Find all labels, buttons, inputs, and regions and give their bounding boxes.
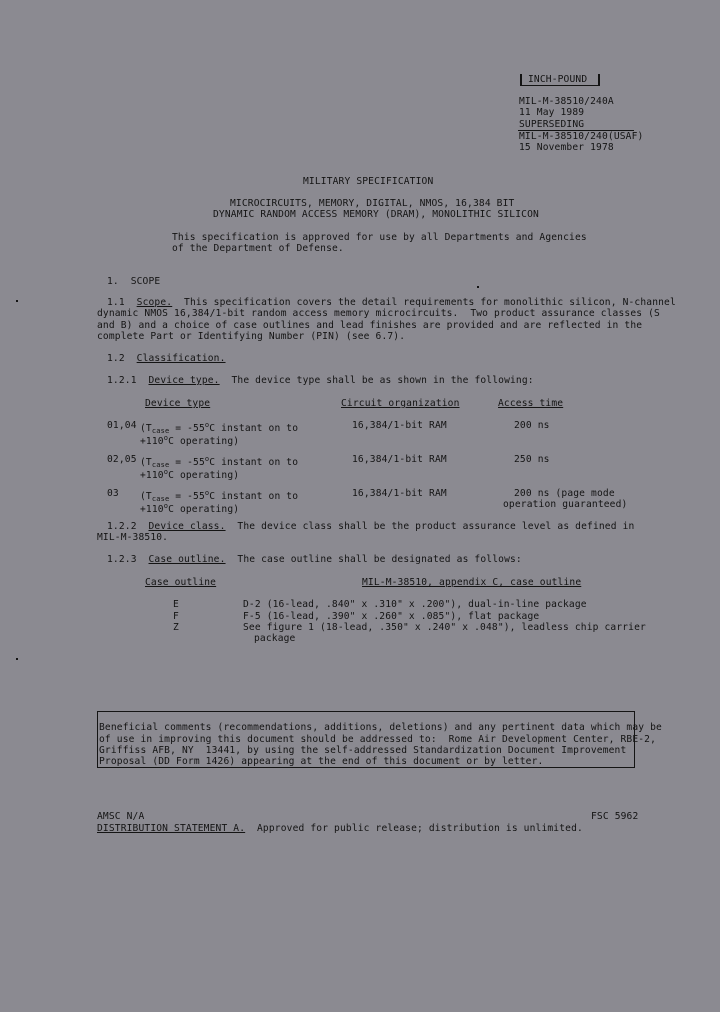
distribution-statement: DISTRIBUTION STATEMENT A. Approved for public release; distribution is unlimited.	[97, 823, 583, 834]
spec-date: 11 May 1989	[519, 107, 585, 118]
superseded-date: 15 November 1978	[519, 142, 614, 153]
comments-line-4: Proposal (DD Form 1426) appearing at the end of this document or by letter.	[99, 756, 544, 767]
scope-paragraph-line-2: dynamic NMOS 16,384/1-bit random access memory microcircuits. Two product assurance classes (S	[97, 308, 660, 319]
scan-speck	[16, 300, 18, 302]
case-outline-paragraph: 1.2.3 Case outline. The case outline shall be designated as follows:	[107, 554, 522, 565]
operating-cell: $+110^oC$ operating)	[140, 502, 240, 515]
device-type-cell: 02,05	[107, 454, 137, 465]
organization-cell: 16,384/1-bit RAM	[352, 454, 447, 465]
comments-line-1: Beneficial comments (recommendations, additions, deletions) and any pertinent data which may be	[99, 722, 662, 733]
table-row	[107, 488, 119, 499]
case-description-cell: See figure 1 (18-lead, .350" x .240" x .048"), leadless chip carrier	[243, 622, 646, 633]
device-class-line-2: MIL-M-38510.	[97, 532, 169, 543]
document-heading: MILITARY SPECIFICATION	[303, 176, 434, 187]
amsc-label: AMSC N/A	[97, 811, 145, 822]
fsc-label: FSC 5962	[591, 811, 639, 822]
superseded-number: MIL-M-38510/240(USAF)	[519, 131, 644, 142]
organization-cell: 16,384/1-bit RAM	[352, 420, 447, 431]
temperature-cell: ($T_{case} = -55^oC$ instant on to	[140, 421, 299, 435]
scope-paragraph-line-4: complete Part or Identifying Number (PIN) (see 6.7).	[97, 331, 406, 342]
comments-box-bottom	[97, 767, 634, 768]
header-circuit-organization: Circuit organization	[341, 398, 460, 409]
case-code-cell: E	[173, 599, 179, 610]
scope-paragraph-line-1	[107, 297, 676, 308]
temperature-cell: ($T_{case} = -55^oC$ instant on to	[140, 489, 299, 503]
title-line-1: MICROCIRCUITS, MEMORY, DIGITAL, NMOS, 16,384 BIT	[230, 198, 515, 209]
scope-text-1: This specification covers the detail requirements for monolithic silicon, N-channel	[172, 297, 676, 308]
case-description-cell: F-5 (16-lead, .390" x .260" x .085"), flat package	[243, 611, 540, 622]
comments-box-top	[97, 711, 634, 712]
approval-line-1: This specification is approved for use by all Departments and Agencies	[172, 232, 587, 243]
scope-heading: 1. SCOPE	[107, 276, 161, 287]
device-type-paragraph: 1.2.1 Device type. The device type shall be as shown in the following:	[107, 375, 534, 386]
access-time-note: operation guaranteed)	[503, 499, 628, 510]
header-access-time: Access time	[498, 398, 564, 409]
case-description-cell: D-2 (16-lead, .840" x .310" x .200"), dual-in-line package	[243, 599, 587, 610]
temperature-cell: ($T_{case} = -55^oC$ instant on to	[140, 455, 299, 469]
access-time-cell: 200 ns (page mode	[514, 488, 615, 499]
operating-cell: $+110^oC$ operating)	[140, 434, 240, 447]
scope-title: Scope.	[136, 297, 173, 308]
superseding-label: SUPERSEDING	[519, 119, 585, 130]
scan-speck	[16, 658, 18, 660]
case-code-cell: F	[173, 611, 179, 622]
case-description-continuation: package	[254, 633, 296, 644]
operating-cell: $+110^oC$ operating)	[140, 468, 240, 481]
title-line-2: DYNAMIC RANDOM ACCESS MEMORY (DRAM), MONOLITHIC SILICON	[213, 209, 539, 220]
scope-number: 1.1	[107, 297, 125, 308]
header-appendix-case-outline: MIL-M-38510, appendix C, case outline	[362, 577, 582, 588]
device-type-cell: 03	[107, 488, 119, 499]
device-type-cell: 01,04	[107, 420, 137, 431]
inch-pound-label: INCH-POUND	[528, 74, 588, 85]
access-time-cell: 250 ns	[514, 454, 550, 465]
scope-paragraph-line-3: and B) and a choice of case outlines and lead finishes are provided and are reflected in the	[97, 320, 643, 331]
table-row	[107, 454, 137, 465]
case-code-cell: Z	[173, 622, 179, 633]
device-class-paragraph: 1.2.2 Device class. The device class shall be the product assurance level as defined in	[107, 521, 635, 532]
header-case-outline: Case outline	[145, 577, 217, 588]
access-time-cell: 200 ns	[514, 420, 550, 431]
classification-heading: 1.2 Classification.	[107, 353, 226, 364]
comments-box-left	[97, 711, 98, 768]
approval-line-2: of the Department of Defense.	[172, 243, 344, 254]
header-device-type: Device type	[145, 398, 211, 409]
organization-cell: 16,384/1-bit RAM	[352, 488, 447, 499]
comments-line-2: of use in improving this document should be addressed to: Rome Air Development Center, RBE-2,	[99, 734, 657, 745]
table-row	[107, 420, 137, 431]
scan-speck	[477, 286, 479, 288]
comments-line-3: Griffiss AFB, NY 13441, by using the self-addressed Standardization Document Improvement	[99, 745, 627, 756]
spec-number: MIL-M-38510/240A	[519, 96, 614, 107]
